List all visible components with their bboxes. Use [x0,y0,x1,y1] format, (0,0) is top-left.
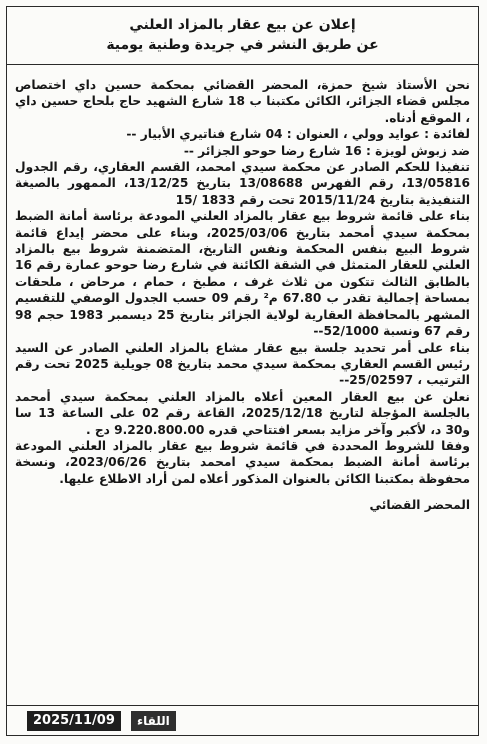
notice-header [7,7,478,65]
notice-subtitle: عن طريق النشر في جريدة وطنية يومية [106,37,379,53]
paragraph-bailiff: نحن الأستاذ شيخ حمزة، المحضر القضائي بمحكمة حسين داي اختصاص مجلس قضاء الجزائر، الكائن مكتبنا ب 18 شارع الشهيد حاج بلحاج حسين داي ، الموقع أدناه. [15,78,470,125]
legal-notice [6,6,479,736]
paragraph-beneficiary: لفائدة : عوايد وولي ، العنوان : 04 شارع فناتيري الأبيار -- [126,127,470,142]
paragraph-defendant: ضد زبوش لويزة : 16 شارع رضا حوحو الجزائر -- [183,143,470,158]
signature: المحضر القضائي [369,498,470,513]
newspaper-name: اللقاء [131,711,176,731]
paragraph-conditions: بناء على قائمة شروط بيع عقار بالمزاد العلني المودعة برئاسة أمانة الضبط بمحكمة سيدي أمحمد بتاريخ 2025/03/06، وبناء على محضر إيداع قائمة شروط البيع بنفس المحكمة ونفس التاريخ، المتضمنة شروط بيع بالمزاد العلني للعقار المتمثل في الشقة الكائنة في شارع رضا حوحو عمارة رقم 16 بالطابق الثالث تتكون من ثلاث غرف ، مطبخ ، حمام ، مرحاض ، ملحقات بمساحة إجمالية تقدر ب 67.80 م² رقم 09 حسب الجدول الوصفي للتقسيم المشهر بالمحافظة العقارية لولاية الجزائر بتاريخ 25 ديسمبر 1983 حجم 98 رقم 67 ونسبة 52/1000-- [15,209,470,339]
paragraph-judgment: تنفيذا للحكم الصادر عن محكمة سيدي امحمد، القسم العقاري، رقم الجدول 13/05816، رقم الفهرس 13/08688 بتاريخ 13/12/25، الممهور بالصيغة التنفيذية بتاريخ 2015/11/24 تحت رقم 1833 /15 [15,160,471,207]
notice-footer [7,705,478,735]
paragraph-terms: وفقا للشروط المحددة في قائمة شروط بيع عقار بالمزاد العلني المودعة برئاسة أمانة الضبط بمحكمة سيدي امحمد بتاريخ 2023/06/26، ونسخة محفوظة بمكتبنا الكائن بالعنوان المذكور أعلاه لمن أراد الاطلاع عليها. [15,438,470,486]
publication-date: 2025/11/09 [27,711,121,731]
notice-body [15,77,470,514]
paragraph-hearing-order: بناء على أمر تحديد جلسة بيع عقار مشاع بالمزاد العلني الصادر عن السيد رئيس القسم العقاري بمحكمة سيدي محمد بتاريخ 08 جويلية 2025 تحت رقم الترتيب ، 25/02597-- [15,340,471,388]
notice-title: إعلان عن بيع عقار بالمزاد العلني [129,17,356,33]
paragraph-sale-announcement: نعلن عن بيع العقار المعين أعلاه بالمزاد العلني بمحكمة سيدي أمحمد بالجلسة المؤجلة لتاريخ 2025/12/18، القاعة رقم 02 على الساعة 13 سا و30 د، لأكبر وآخر مزايد بسعر افتتاحي قدره 9.220.800.00 دج . [15,389,471,437]
